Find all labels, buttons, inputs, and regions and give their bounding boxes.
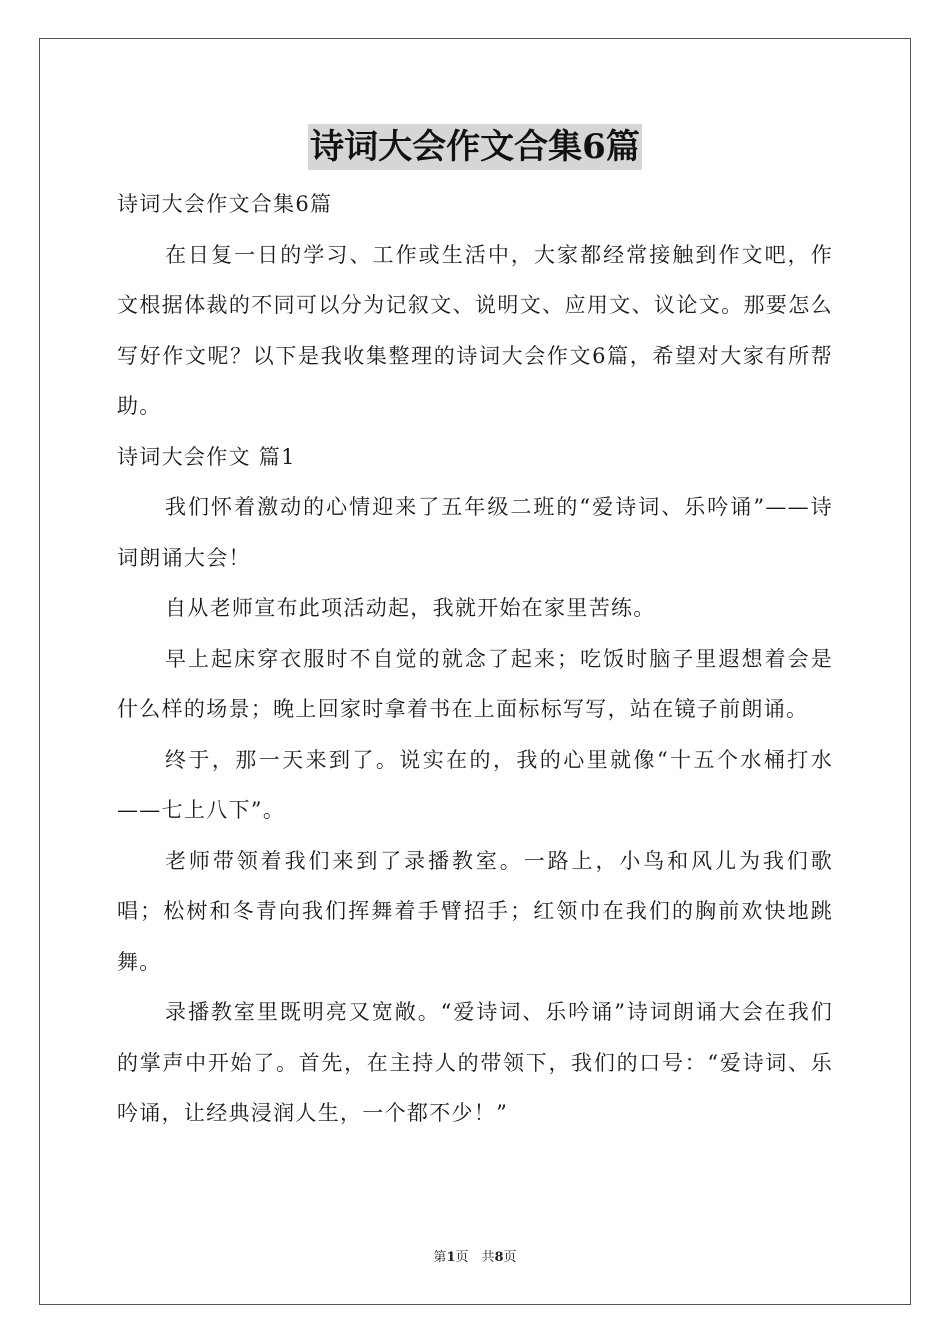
intro-paragraph: 在日复一日的学习、工作或生活中，大家都经常接触到作文吧，作文根据体裁的不同可以分为记叙文、说明文、应用文、议论文。那要怎么写好作文呢？以下是我收集整理的诗词大会作文6篇，希望对大家有所帮助。 bbox=[117, 242, 833, 418]
body-paragraph: 录播教室里既明亮又宽敞。“爱诗词、乐吟诵”诗词朗诵大会在我们的掌声中开始了。首先，在主持人的带领下，我们的口号：“爱诗词、乐吟诵，让经典浸润人生，一个都不少！” bbox=[117, 1000, 833, 1125]
title-container bbox=[0, 124, 950, 170]
footer-page-mid: 页 共 bbox=[455, 1250, 495, 1265]
page-footer bbox=[0, 1246, 950, 1265]
document-body bbox=[117, 179, 833, 1139]
body-paragraph: 早上起床穿衣服时不自觉的就念了起来；吃饭时脑子里遐想着会是什么样的场景；晚上回家时拿着书在上面标标写写，站在镜子前朗诵。 bbox=[117, 646, 833, 721]
footer-page-current: 1 bbox=[446, 1250, 456, 1265]
footer-page-total: 8 bbox=[494, 1250, 504, 1265]
footer-page-suffix: 页 bbox=[503, 1250, 517, 1265]
body-paragraph: 自从老师宣布此项活动起，我就开始在家里苦练。 bbox=[165, 596, 656, 620]
body-paragraph: 老师带领着我们来到了录播教室。一路上，小鸟和风儿为我们歌唱；松树和冬青向我们挥舞着手臂招手；红领巾在我们的胸前欢快地跳舞。 bbox=[117, 848, 833, 974]
section-heading: 诗词大会作文 篇1 bbox=[117, 444, 296, 469]
body-paragraph: 我们怀着激动的心情迎来了五年级二班的“爱诗词、乐吟诵”——诗词朗诵大会！ bbox=[117, 495, 833, 570]
body-paragraph: 终于，那一天来到了。说实在的，我的心里就像“十五个水桶打水——七上八下”。 bbox=[117, 747, 833, 822]
subtitle-line: 诗词大会作文合集6篇 bbox=[117, 192, 333, 216]
footer-page-prefix: 第 bbox=[433, 1250, 447, 1265]
document-title: 诗词大会作文合集6篇 bbox=[308, 124, 642, 170]
